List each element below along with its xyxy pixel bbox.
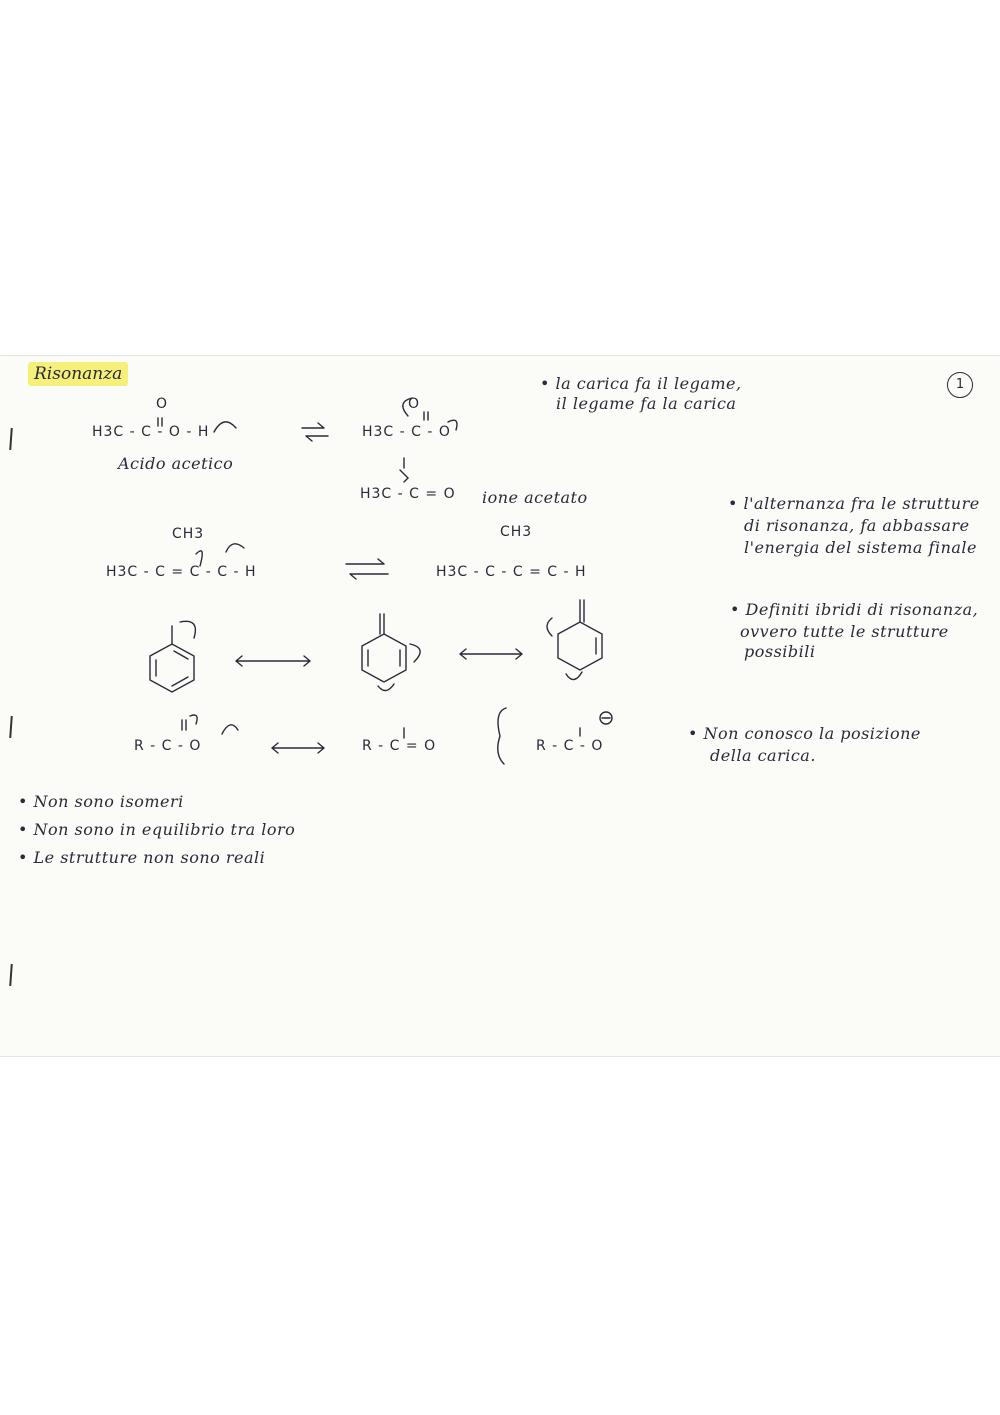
note-1-line-2: il legame fa la carica <box>556 394 737 413</box>
notebook-page <box>0 355 1000 1057</box>
page-number: 1 <box>947 372 973 398</box>
note-3-line-3: possibili <box>744 642 816 661</box>
acetate-label: ione acetato <box>482 488 588 507</box>
oxygen-label: O <box>408 396 421 412</box>
bullet-item: • Non sono isomeri <box>18 792 184 811</box>
methyl-label: CH3 <box>172 526 205 542</box>
dienone-ring-2 <box>547 600 602 680</box>
resonance-arrow <box>272 743 324 753</box>
oxygen-label: O <box>156 396 169 412</box>
bullet-item: • Le strutture non sono reali <box>18 848 266 867</box>
note-2-line-1: • l'alternanza fra le strutture <box>728 494 980 513</box>
note-2-line-3: l'energia del sistema finale <box>744 538 978 557</box>
resonance-arrow <box>460 649 522 659</box>
curved-arrow <box>410 644 420 662</box>
allyl-structure-right: H3C - C - C = C - H <box>436 564 587 580</box>
page-title: Risonanza <box>34 364 123 384</box>
resonance-arrow <box>236 656 310 666</box>
note-2-line-2: di risonanza, fa abbassare <box>744 516 970 535</box>
phenoxide-ring <box>150 621 195 692</box>
brace <box>498 708 506 764</box>
note-3-line-2: ovvero tutte le strutture <box>740 622 949 641</box>
curved-arrow <box>226 544 244 552</box>
curved-arrow <box>180 621 195 638</box>
note-3-line-1: • Definiti ibridi di risonanza, <box>730 600 979 619</box>
acetate-formula-bottom: H3C - C = O <box>360 486 456 502</box>
curved-arrow <box>547 618 552 636</box>
note-1-line-1: • la carica fa il legame, <box>540 374 742 393</box>
acetic-acid-formula: H3C - C - O - H <box>92 424 210 440</box>
curved-arrow <box>222 725 238 734</box>
note-4-line-1: • Non conosco la posizione <box>688 724 921 743</box>
curved-arrow <box>566 672 582 680</box>
dienone-ring-1 <box>362 614 420 691</box>
carboxylate-structure-1: R - C - O <box>134 738 202 754</box>
curved-arrow <box>214 422 236 432</box>
acetic-acid-label: Acido acetico <box>118 454 234 473</box>
bullet-item: • Non sono in equilibrio tra loro <box>18 820 296 839</box>
equilibrium-arrow-1 <box>302 423 328 441</box>
equilibrium-arrow-2 <box>346 559 388 579</box>
methyl-label: CH3 <box>500 524 533 540</box>
allyl-structure-left: H3C - C = C - C - H <box>106 564 257 580</box>
carboxylate-structure-3: R - C - O <box>536 738 604 754</box>
carboxylate-structure-2: R - C = O <box>362 738 437 754</box>
curved-arrow <box>378 684 394 691</box>
curved-arrow <box>190 715 197 724</box>
acetate-formula-top: H3C - C - O <box>362 424 451 440</box>
note-4-line-2: della carica. <box>710 746 816 765</box>
